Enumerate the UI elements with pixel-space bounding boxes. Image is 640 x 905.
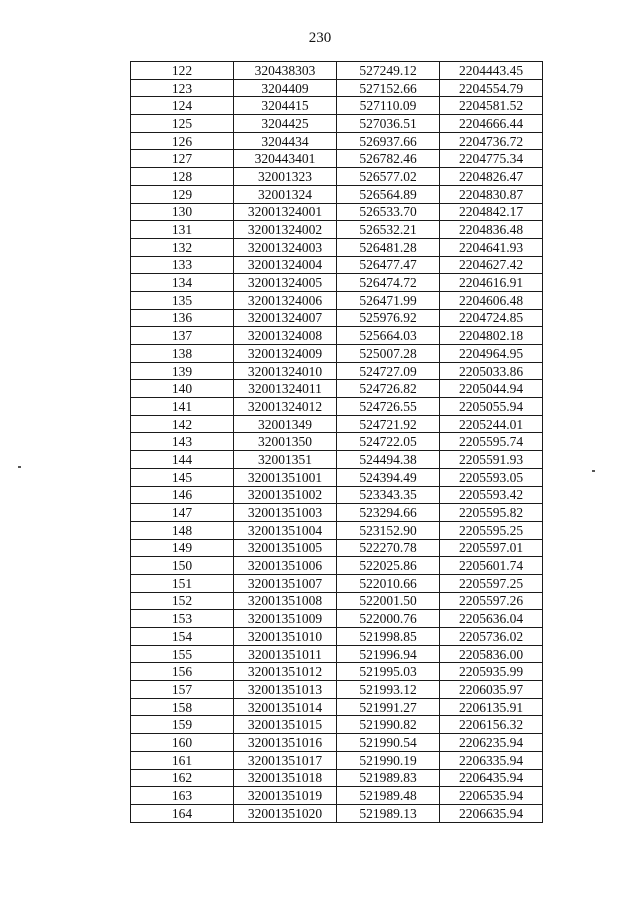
- y-coordinate-cell: 2206135.91: [440, 698, 543, 716]
- y-coordinate-cell: 2205597.01: [440, 539, 543, 557]
- table-row: [131, 256, 543, 274]
- point-number-cell: 156: [131, 663, 234, 681]
- point-id-cell: 32001324001: [234, 203, 337, 221]
- table-row: [131, 557, 543, 575]
- x-coordinate-cell: 521989.48: [337, 787, 440, 805]
- point-number-cell: 134: [131, 274, 234, 292]
- point-id-cell: 32001351010: [234, 628, 337, 646]
- point-number-cell: 137: [131, 327, 234, 345]
- point-id-cell: 32001324002: [234, 221, 337, 239]
- point-number-cell: 131: [131, 221, 234, 239]
- point-id-cell: 32001351017: [234, 751, 337, 769]
- y-coordinate-cell: 2205044.94: [440, 380, 543, 398]
- table-row: [131, 79, 543, 97]
- x-coordinate-cell: 521995.03: [337, 663, 440, 681]
- y-coordinate-cell: 2204802.18: [440, 327, 543, 345]
- point-id-cell: 320438303: [234, 62, 337, 80]
- x-coordinate-cell: 527152.66: [337, 79, 440, 97]
- table-row: [131, 309, 543, 327]
- point-id-cell: 32001351008: [234, 592, 337, 610]
- point-number-cell: 154: [131, 628, 234, 646]
- table-row: [131, 716, 543, 734]
- table-row: [131, 698, 543, 716]
- x-coordinate-cell: 522010.66: [337, 574, 440, 592]
- page-number: 230: [308, 30, 332, 46]
- point-id-cell: 32001324007: [234, 309, 337, 327]
- point-id-cell: 32001324009: [234, 345, 337, 363]
- y-coordinate-cell: 2204641.93: [440, 238, 543, 256]
- point-id-cell: 32001351002: [234, 486, 337, 504]
- table-row: [131, 451, 543, 469]
- table-row: [131, 150, 543, 168]
- x-coordinate-cell: 526533.70: [337, 203, 440, 221]
- x-coordinate-cell: 526481.28: [337, 238, 440, 256]
- y-coordinate-cell: 2204830.87: [440, 185, 543, 203]
- y-coordinate-cell: 2204842.17: [440, 203, 543, 221]
- point-id-cell: 32001351012: [234, 663, 337, 681]
- point-id-cell: 3204415: [234, 97, 337, 115]
- coordinates-table-body: [131, 62, 543, 823]
- y-coordinate-cell: 2206335.94: [440, 751, 543, 769]
- point-number-cell: 142: [131, 415, 234, 433]
- point-number-cell: 126: [131, 132, 234, 150]
- y-coordinate-cell: 2204775.34: [440, 150, 543, 168]
- table-row: [131, 486, 543, 504]
- x-coordinate-cell: 526477.47: [337, 256, 440, 274]
- y-coordinate-cell: 2206235.94: [440, 734, 543, 752]
- y-coordinate-cell: 2204724.85: [440, 309, 543, 327]
- point-id-cell: 32001324012: [234, 398, 337, 416]
- point-id-cell: 3204409: [234, 79, 337, 97]
- table-row: [131, 362, 543, 380]
- x-coordinate-cell: 526782.46: [337, 150, 440, 168]
- point-id-cell: 32001324004: [234, 256, 337, 274]
- point-number-cell: 157: [131, 681, 234, 699]
- table-row: [131, 610, 543, 628]
- scan-speck-left: [18, 466, 21, 468]
- x-coordinate-cell: 524727.09: [337, 362, 440, 380]
- y-coordinate-cell: 2204736.72: [440, 132, 543, 150]
- point-id-cell: 32001351006: [234, 557, 337, 575]
- point-number-cell: 155: [131, 645, 234, 663]
- point-id-cell: 32001351011: [234, 645, 337, 663]
- y-coordinate-cell: 2205636.04: [440, 610, 543, 628]
- point-id-cell: 32001324008: [234, 327, 337, 345]
- point-id-cell: 32001324: [234, 185, 337, 203]
- y-coordinate-cell: 2204666.44: [440, 115, 543, 133]
- point-number-cell: 128: [131, 168, 234, 186]
- point-id-cell: 32001324003: [234, 238, 337, 256]
- x-coordinate-cell: 524726.82: [337, 380, 440, 398]
- x-coordinate-cell: 521989.83: [337, 769, 440, 787]
- y-coordinate-cell: 2204443.45: [440, 62, 543, 80]
- y-coordinate-cell: 2205597.25: [440, 574, 543, 592]
- point-number-cell: 143: [131, 433, 234, 451]
- point-id-cell: 32001351005: [234, 539, 337, 557]
- y-coordinate-cell: 2204627.42: [440, 256, 543, 274]
- y-coordinate-cell: 2204554.79: [440, 79, 543, 97]
- point-number-cell: 123: [131, 79, 234, 97]
- point-number-cell: 147: [131, 504, 234, 522]
- point-id-cell: 32001351: [234, 451, 337, 469]
- table-row: [131, 681, 543, 699]
- coordinates-table: [130, 61, 543, 823]
- y-coordinate-cell: 2205244.01: [440, 415, 543, 433]
- point-number-cell: 132: [131, 238, 234, 256]
- point-id-cell: 32001351016: [234, 734, 337, 752]
- point-id-cell: 32001324006: [234, 291, 337, 309]
- table-row: [131, 62, 543, 80]
- y-coordinate-cell: 2206535.94: [440, 787, 543, 805]
- table-row: [131, 221, 543, 239]
- y-coordinate-cell: 2205736.02: [440, 628, 543, 646]
- y-coordinate-cell: 2205595.25: [440, 521, 543, 539]
- point-number-cell: 133: [131, 256, 234, 274]
- y-coordinate-cell: 2205033.86: [440, 362, 543, 380]
- x-coordinate-cell: 524726.55: [337, 398, 440, 416]
- table-row: [131, 663, 543, 681]
- x-coordinate-cell: 521993.12: [337, 681, 440, 699]
- y-coordinate-cell: 2205591.93: [440, 451, 543, 469]
- table-row: [131, 398, 543, 416]
- point-number-cell: 152: [131, 592, 234, 610]
- y-coordinate-cell: 2205935.99: [440, 663, 543, 681]
- x-coordinate-cell: 521996.94: [337, 645, 440, 663]
- x-coordinate-cell: 523152.90: [337, 521, 440, 539]
- table-row: [131, 433, 543, 451]
- table-row: [131, 539, 543, 557]
- table-row: [131, 734, 543, 752]
- point-id-cell: 32001324005: [234, 274, 337, 292]
- point-id-cell: 32001324011: [234, 380, 337, 398]
- y-coordinate-cell: 2206035.97: [440, 681, 543, 699]
- y-coordinate-cell: 2204826.47: [440, 168, 543, 186]
- x-coordinate-cell: 523294.66: [337, 504, 440, 522]
- table-row: [131, 97, 543, 115]
- point-id-cell: 320443401: [234, 150, 337, 168]
- table-row: [131, 327, 543, 345]
- y-coordinate-cell: 2205593.05: [440, 468, 543, 486]
- point-number-cell: 151: [131, 574, 234, 592]
- point-number-cell: 140: [131, 380, 234, 398]
- table-row: [131, 592, 543, 610]
- table-row: [131, 468, 543, 486]
- x-coordinate-cell: 526937.66: [337, 132, 440, 150]
- point-number-cell: 124: [131, 97, 234, 115]
- y-coordinate-cell: 2204836.48: [440, 221, 543, 239]
- point-id-cell: 32001324010: [234, 362, 337, 380]
- table-row: [131, 751, 543, 769]
- point-number-cell: 150: [131, 557, 234, 575]
- table-row: [131, 274, 543, 292]
- x-coordinate-cell: 527110.09: [337, 97, 440, 115]
- point-number-cell: 148: [131, 521, 234, 539]
- table-row: [131, 345, 543, 363]
- table-row: [131, 521, 543, 539]
- y-coordinate-cell: 2205055.94: [440, 398, 543, 416]
- x-coordinate-cell: 526577.02: [337, 168, 440, 186]
- x-coordinate-cell: 526474.72: [337, 274, 440, 292]
- y-coordinate-cell: 2206156.32: [440, 716, 543, 734]
- y-coordinate-cell: 2205595.82: [440, 504, 543, 522]
- point-id-cell: 32001351015: [234, 716, 337, 734]
- table-row: [131, 769, 543, 787]
- table-row: [131, 132, 543, 150]
- point-number-cell: 153: [131, 610, 234, 628]
- x-coordinate-cell: 521998.85: [337, 628, 440, 646]
- table-row: [131, 574, 543, 592]
- table-row: [131, 415, 543, 433]
- table-row: [131, 380, 543, 398]
- point-number-cell: 135: [131, 291, 234, 309]
- x-coordinate-cell: 521990.19: [337, 751, 440, 769]
- point-number-cell: 162: [131, 769, 234, 787]
- x-coordinate-cell: 526471.99: [337, 291, 440, 309]
- point-number-cell: 129: [131, 185, 234, 203]
- table-row: [131, 291, 543, 309]
- point-id-cell: 32001351019: [234, 787, 337, 805]
- table-row: [131, 238, 543, 256]
- x-coordinate-cell: 524722.05: [337, 433, 440, 451]
- point-id-cell: 32001350: [234, 433, 337, 451]
- point-id-cell: 32001351007: [234, 574, 337, 592]
- x-coordinate-cell: 525976.92: [337, 309, 440, 327]
- point-number-cell: 146: [131, 486, 234, 504]
- x-coordinate-cell: 521990.82: [337, 716, 440, 734]
- y-coordinate-cell: 2205597.26: [440, 592, 543, 610]
- y-coordinate-cell: 2205595.74: [440, 433, 543, 451]
- y-coordinate-cell: 2205601.74: [440, 557, 543, 575]
- point-number-cell: 163: [131, 787, 234, 805]
- table-row: [131, 645, 543, 663]
- y-coordinate-cell: 2205836.00: [440, 645, 543, 663]
- point-id-cell: 32001351004: [234, 521, 337, 539]
- x-coordinate-cell: 526532.21: [337, 221, 440, 239]
- x-coordinate-cell: 521991.27: [337, 698, 440, 716]
- point-number-cell: 160: [131, 734, 234, 752]
- y-coordinate-cell: 2204964.95: [440, 345, 543, 363]
- point-number-cell: 164: [131, 804, 234, 822]
- y-coordinate-cell: 2204606.48: [440, 291, 543, 309]
- table-row: [131, 804, 543, 822]
- table-row: [131, 787, 543, 805]
- point-number-cell: 127: [131, 150, 234, 168]
- point-id-cell: 32001351003: [234, 504, 337, 522]
- x-coordinate-cell: 525664.03: [337, 327, 440, 345]
- point-number-cell: 159: [131, 716, 234, 734]
- x-coordinate-cell: 524494.38: [337, 451, 440, 469]
- x-coordinate-cell: 525007.28: [337, 345, 440, 363]
- x-coordinate-cell: 521990.54: [337, 734, 440, 752]
- y-coordinate-cell: 2205593.42: [440, 486, 543, 504]
- point-id-cell: 32001351001: [234, 468, 337, 486]
- x-coordinate-cell: 522025.86: [337, 557, 440, 575]
- table-row: [131, 115, 543, 133]
- point-id-cell: 32001351013: [234, 681, 337, 699]
- table-row: [131, 203, 543, 221]
- point-id-cell: 32001351020: [234, 804, 337, 822]
- table-row: [131, 504, 543, 522]
- y-coordinate-cell: 2206635.94: [440, 804, 543, 822]
- point-id-cell: 32001349: [234, 415, 337, 433]
- point-number-cell: 139: [131, 362, 234, 380]
- y-coordinate-cell: 2204581.52: [440, 97, 543, 115]
- table-row: [131, 185, 543, 203]
- x-coordinate-cell: 524394.49: [337, 468, 440, 486]
- point-id-cell: 3204434: [234, 132, 337, 150]
- point-id-cell: 32001351009: [234, 610, 337, 628]
- x-coordinate-cell: 527249.12: [337, 62, 440, 80]
- x-coordinate-cell: 524721.92: [337, 415, 440, 433]
- x-coordinate-cell: 521989.13: [337, 804, 440, 822]
- point-number-cell: 158: [131, 698, 234, 716]
- point-number-cell: 130: [131, 203, 234, 221]
- x-coordinate-cell: 522000.76: [337, 610, 440, 628]
- point-id-cell: 3204425: [234, 115, 337, 133]
- y-coordinate-cell: 2206435.94: [440, 769, 543, 787]
- table-row: [131, 168, 543, 186]
- x-coordinate-cell: 526564.89: [337, 185, 440, 203]
- point-number-cell: 122: [131, 62, 234, 80]
- table-row: [131, 628, 543, 646]
- y-coordinate-cell: 2204616.91: [440, 274, 543, 292]
- point-number-cell: 141: [131, 398, 234, 416]
- point-number-cell: 145: [131, 468, 234, 486]
- point-number-cell: 161: [131, 751, 234, 769]
- x-coordinate-cell: 527036.51: [337, 115, 440, 133]
- point-id-cell: 32001323: [234, 168, 337, 186]
- point-number-cell: 144: [131, 451, 234, 469]
- x-coordinate-cell: 522270.78: [337, 539, 440, 557]
- point-number-cell: 138: [131, 345, 234, 363]
- x-coordinate-cell: 523343.35: [337, 486, 440, 504]
- point-number-cell: 125: [131, 115, 234, 133]
- point-id-cell: 32001351018: [234, 769, 337, 787]
- scan-speck-right: [592, 470, 595, 472]
- point-number-cell: 136: [131, 309, 234, 327]
- point-id-cell: 32001351014: [234, 698, 337, 716]
- point-number-cell: 149: [131, 539, 234, 557]
- x-coordinate-cell: 522001.50: [337, 592, 440, 610]
